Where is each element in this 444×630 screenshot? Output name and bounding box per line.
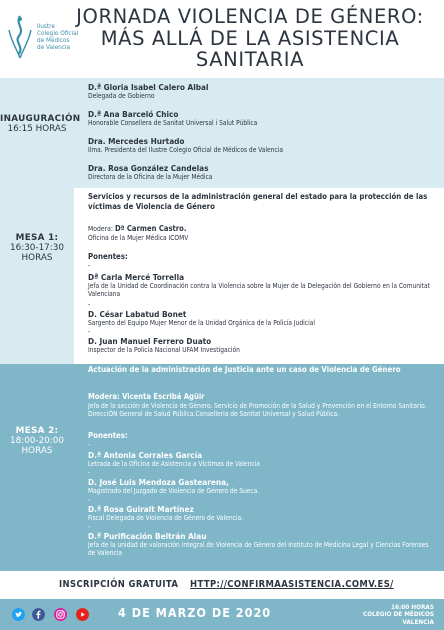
- dash-separator: [88, 301, 436, 309]
- dash: -: [88, 261, 91, 270]
- logo-line: Ilustre: [37, 22, 55, 30]
- mesa-title: [88, 365, 436, 375]
- label-time-unit: HORAS: [21, 446, 53, 456]
- speaker-item: [88, 272, 436, 299]
- dash: -: [88, 440, 91, 449]
- speaker-role: Letrada de la Oficina de Asistencia a Víctimas de Valencia: [88, 460, 260, 468]
- section-mesa-2: [0, 364, 444, 571]
- ponentes-label: Ponentes:: [88, 252, 128, 261]
- label-title: INAUGURACIÓN: [0, 114, 81, 124]
- dash-separator: [88, 523, 436, 531]
- moderator-label: Modera:: [88, 225, 115, 233]
- dash: -: [88, 301, 91, 309]
- ponentes-header: [88, 431, 436, 449]
- speaker-name: D. José Luis Mendoza Gastearena,: [88, 477, 229, 487]
- speaker-name: D.ª Rosa Guiralt Martínez: [88, 504, 194, 514]
- speaker-role: Delegada de Gobierno: [88, 92, 155, 100]
- event-time: 16:00 HORAS: [390, 603, 434, 611]
- youtube-icon[interactable]: [76, 608, 89, 621]
- dash: -: [88, 496, 91, 504]
- speaker-item: [88, 336, 436, 354]
- speaker-role: Inspector de la Policía Nacional UFAM Investigación: [88, 346, 240, 354]
- moderator-role: Jefa de la sección de Violencia de Género. Servicio de Promoción de la Salud y Prevención en el Entorno Sanitario. DirecciÓN General de Salud Pública.Conselleria de Sanitat Universal y Salud Pública.: [88, 401, 427, 418]
- page-title: [60, 6, 440, 71]
- label-time: 16:15 HORAS: [7, 124, 67, 134]
- speaker-item: [88, 504, 436, 522]
- event-time-venue: [318, 604, 434, 626]
- speaker-item: [88, 309, 436, 327]
- label-time: 18:00-20:00: [10, 436, 64, 446]
- speaker-name: Dª Carla Mercé Torrella: [88, 272, 185, 282]
- speaker-role: Jefa de la Unidad de Coordinación contra la Violencia sobre la Mujer de la Delegación del Gobierno en la Comunitat Valenciana: [88, 282, 430, 299]
- dash: -: [88, 469, 91, 477]
- moderator: [88, 393, 436, 418]
- mesa-title: [88, 192, 436, 211]
- speaker-item: [88, 450, 436, 468]
- registration-bar: [0, 571, 444, 599]
- moderator: [88, 225, 436, 242]
- speaker-item: [88, 531, 436, 558]
- moderator-role: Oficina de la Mujer Médica ICOMV: [88, 233, 189, 242]
- moderator-name: Modera: Vicenta Escribá Agüir: [88, 392, 205, 401]
- ponentes-label: Ponentes:: [88, 431, 128, 440]
- header: [0, 0, 444, 78]
- speaker-role: Ilma. Presidenta del Ilustre Colegio Oficial de Médicos de Valencia: [88, 146, 284, 154]
- label-time-unit: HORAS: [21, 253, 53, 263]
- speaker-name: D. César Labatud Bonet: [88, 309, 187, 319]
- section-inauguracion: [0, 78, 444, 188]
- college-logo-icon: [5, 14, 35, 60]
- session-title: Servicios y recursos de la administración general del estado para la protección de las víctimas de Violencia de Género: [88, 192, 428, 211]
- label-title: MESA 1:: [15, 233, 59, 243]
- section-mesa-1: [0, 188, 444, 364]
- session-title: Actuación de la administración de Justicia ante un caso de Violencia de Género: [88, 365, 401, 374]
- dash-separator: [88, 328, 436, 336]
- speaker-item: [88, 82, 436, 100]
- title-line: JORNADA VIOLENCIA DE GÉNERO:: [76, 5, 424, 28]
- logo-line: de Médicos: [37, 36, 70, 44]
- dash-separator: [88, 496, 436, 504]
- mesa2-label: [0, 426, 74, 456]
- mesa1-label: [0, 233, 74, 263]
- speaker-name: D. Juan Manuel Ferrero Duato: [88, 336, 212, 346]
- speaker-role: Magistrado del Juzgado de Violencia de Género de Sueca.: [88, 487, 260, 495]
- speaker-item: [88, 109, 436, 127]
- facebook-icon[interactable]: [32, 608, 45, 621]
- footer: [0, 599, 444, 630]
- title-line: MÁS ALLÁ DE LA ASISTENCIA: [100, 26, 400, 50]
- section-label-bg: [0, 188, 74, 364]
- instagram-icon[interactable]: [54, 608, 67, 621]
- speaker-name: Dra. Mercedes Hurtado: [88, 136, 185, 146]
- dash: -: [88, 328, 91, 336]
- speaker-role: Fiscal Delegada de Violencia de Género de Valencia.: [88, 514, 244, 522]
- logo-line: de Valencia: [37, 43, 71, 51]
- speaker-name: D.ª Gloria Isabel Calero Albal: [88, 82, 209, 92]
- inauguracion-label: [0, 114, 81, 134]
- event-venue: COLEGIO DE MÉDICOS: [363, 610, 434, 619]
- speaker-name: Dra. Rosa González Candelas: [88, 163, 209, 173]
- label-time: 16:30-17:30: [10, 243, 64, 253]
- speaker-name: D.ª Ana Barceló Chico: [88, 109, 179, 119]
- dash: -: [88, 523, 91, 531]
- event-city: VALENCIA: [402, 617, 434, 626]
- moderator-line: [88, 393, 436, 402]
- twitter-icon[interactable]: [12, 608, 25, 621]
- ponentes-header: [88, 252, 436, 270]
- title-line: SANITARIA: [195, 48, 305, 71]
- speaker-role: Directora de la Oficina de la Mujer Médica: [88, 173, 213, 181]
- speaker-role: Sargento del Equipo Mujer Menor de la Unidad Orgánica de la Policía Judicial: [88, 319, 316, 327]
- logo-line: Colegio Oficial: [37, 29, 79, 37]
- speaker-name: D.ª Purificación Beltrán Alau: [88, 531, 207, 541]
- moderator-name: Dª Carmen Castro.: [114, 224, 187, 233]
- speaker-item: [88, 163, 436, 181]
- speaker-name: D.ª Antonia Corrales García: [88, 450, 203, 460]
- event-date: 4 DE MARZO DE 2020: [118, 605, 272, 620]
- dash-separator: [88, 469, 436, 477]
- speaker-role: Honorable Consellera de Sanitat Universal i Salut Pública: [88, 119, 258, 127]
- label-title: MESA 2:: [15, 426, 59, 436]
- section-label-bg: [0, 364, 74, 571]
- moderator-line: [88, 225, 436, 234]
- registration-link[interactable]: HTTP://CONFIRMAASISTENCIA.COMV.ES/: [190, 579, 394, 590]
- speaker-item: [88, 136, 436, 154]
- registration-label: INSCRIPCIÓN GRATUITA: [59, 579, 179, 590]
- speaker-role: Jefa de la unidad de valoración integral de Violencia de Género del Instituto de Medicina Legal y Ciencias Forenses de Valencia: [88, 541, 429, 558]
- speaker-item: [88, 477, 436, 495]
